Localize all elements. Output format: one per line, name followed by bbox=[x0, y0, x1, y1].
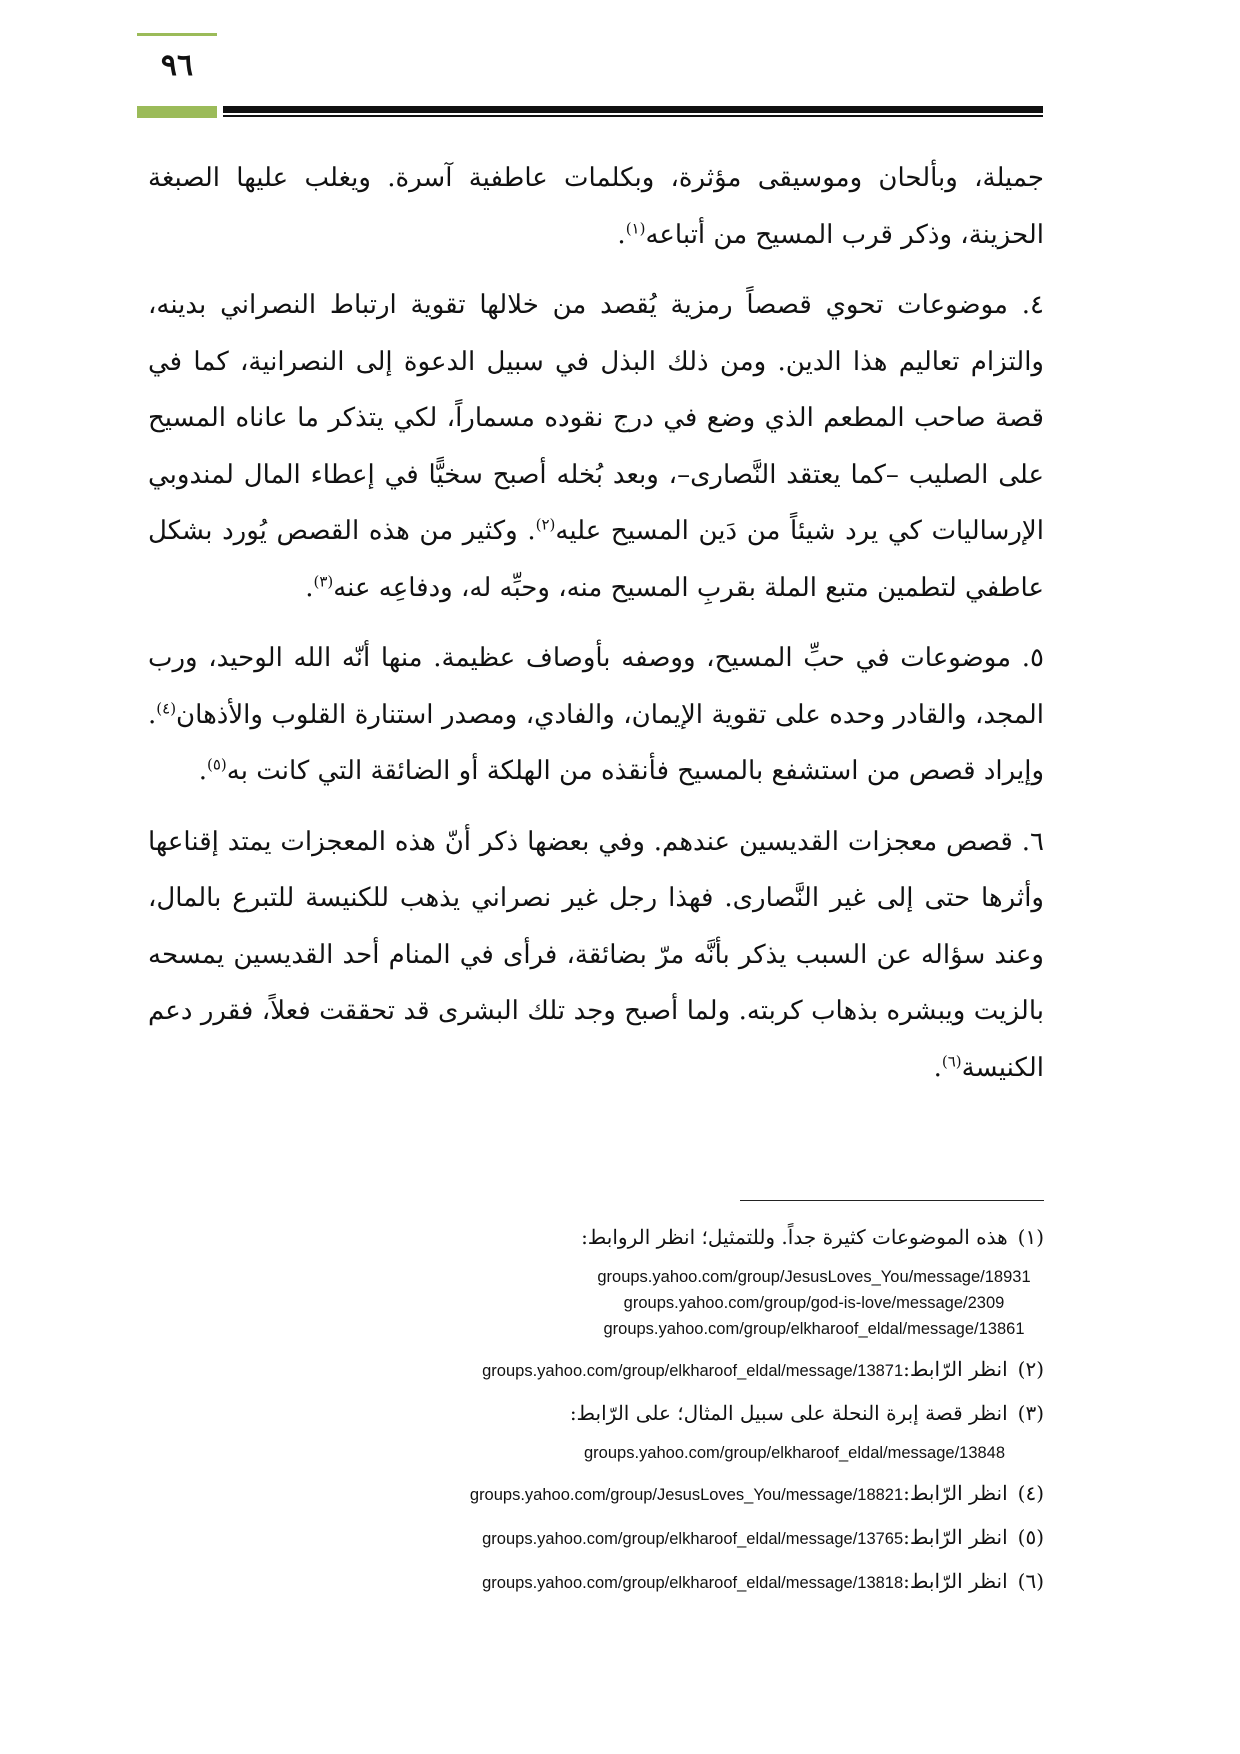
footnotes bbox=[148, 1220, 1044, 1608]
footnote-ref[interactable]: (٥) bbox=[206, 755, 227, 774]
footnote-link[interactable]: groups.yahoo.com/group/elkharoof_eldal/message/13818 bbox=[482, 1574, 904, 1592]
footnote-number: (٥) bbox=[1017, 1525, 1044, 1549]
footnote-ref[interactable]: (١) bbox=[625, 218, 646, 237]
footnote-text: انظر الرّابط: bbox=[903, 1569, 1008, 1593]
footnote-text: انظر الرّابط: bbox=[903, 1525, 1008, 1549]
footnote-text: هذه الموضوعات كثيرة جداً. وللتمثيل؛ انظر الروابط: bbox=[581, 1225, 1008, 1249]
footnote-5 bbox=[148, 1520, 1044, 1554]
footnote-link[interactable]: groups.yahoo.com/group/elkharoof_eldal/message/13765 bbox=[482, 1530, 904, 1548]
paragraph: جميلة، وبألحان وموسيقى مؤثرة، وبكلمات عاطفية آسرة. ويغلب عليها الصبغة الحزينة، وذكر قرب المسيح من أتباعه$^{(١)}$. bbox=[148, 163, 1044, 250]
footnote-number: (٦) bbox=[1017, 1569, 1044, 1593]
footnote-text: انظر الرّابط: bbox=[903, 1481, 1008, 1505]
footnote-link[interactable]: groups.yahoo.com/group/elkharoof_eldal/message/13848 bbox=[584, 1444, 1006, 1462]
footnote-link[interactable]: groups.yahoo.com/group/elkharoof_eldal/message/13871 bbox=[482, 1362, 904, 1380]
footnote-ref[interactable]: (٣) bbox=[313, 571, 334, 590]
footnote-number: (٣) bbox=[1017, 1401, 1044, 1425]
header-accent-block bbox=[137, 106, 217, 118]
paragraph: ٦. قصص معجزات القديسين عندهم. وفي بعضها ذكر أنّ هذه المعجزات يمتد إقناعها وأثرها حتى إلى غير النَّصارى. فهذا رجل غير نصراني يذهب للكنيسة للتبرع بالمال، وعند سؤاله عن السبب يذكر بأنَّه مرّ بضائقة، فرأى في المنام أحد القديسين يمسحه بالزيت ويبشره بذهاب كربته. ولما أصبح وجد تلك البشرى قد تحققت فعلاً، فقرر دعم الكنيسة$^{(٦)}$. bbox=[148, 826, 1044, 1083]
paragraph: ٤. موضوعات تحوي قصصاً رمزية يُقصد من خلالها تقوية ارتباط النصراني بدينه، والتزام تعاليم هذا الدين. ومن ذلك البذل في سبيل الدعوة إلى النصرانية، كما في قصة صاحب المطعم الذي وضع في درج نقوده مسماراً، لكي يتذكر ما عاناه المسيح على الصليب –كما يعتقد النَّصارى–، وبعد بُخله أصبح سخيًّا في إعطاء المال لمندوبي الإرساليات كي يرد شيئاً من دَين المسيح عليه$^{(٢)}$. وكثير من هذه القصص يُورد بشكل عاطفي لتطمين متبع الملة بقربِ المسيح منه، وحبِّه له، ودفاعِه عنه$^{(٣)}$. bbox=[148, 290, 1044, 603]
footnote-link[interactable]: groups.yahoo.com/group/JesusLoves_You/message/18931 bbox=[597, 1268, 1031, 1286]
footnote-ref[interactable]: (٢) bbox=[535, 515, 556, 534]
page-number: ٩٦ bbox=[160, 48, 194, 83]
footnote-2 bbox=[148, 1352, 1044, 1386]
header-rule-thin bbox=[223, 115, 1043, 117]
footnote-number: (٢) bbox=[1017, 1357, 1044, 1381]
footnote-text: انظر قصة إبرة النحلة على سبيل المثال؛ على الرّابط: bbox=[569, 1401, 1008, 1425]
footnote-1-links bbox=[584, 1264, 1044, 1342]
header-rule bbox=[223, 106, 1043, 113]
footnote-link[interactable]: groups.yahoo.com/group/god-is-love/message/2309 bbox=[623, 1294, 1005, 1312]
footnote-text: انظر الرّابط: bbox=[903, 1357, 1008, 1381]
body-text bbox=[148, 150, 1044, 1110]
footnote-ref[interactable]: (٤) bbox=[156, 698, 177, 717]
footnote-4 bbox=[148, 1476, 1044, 1510]
footnote-3 bbox=[148, 1396, 1044, 1430]
footnote-number: (١) bbox=[1017, 1225, 1044, 1249]
footnote-ref[interactable]: (٦) bbox=[941, 1051, 962, 1070]
footnote-link[interactable]: groups.yahoo.com/group/JesusLoves_You/message/18821 bbox=[469, 1486, 904, 1504]
footnote-number: (٤) bbox=[1017, 1481, 1044, 1505]
paragraph: ٥. موضوعات في حبِّ المسيح، ووصفه بأوصاف عظيمة. منها أنّه الله الوحيد، ورب المجد، والقادر وحده على تقوية الإيمان، والفادي، ومصدر استنارة القلوب والأذهان$^{(٤)}$. وإيراد قصص من استشفع بالمسيح فأنقذه من الهلكة أو الضائقة التي كانت به$^{(٥)}$. bbox=[148, 643, 1044, 786]
footnote-separator bbox=[740, 1200, 1044, 1201]
header-accent-line bbox=[137, 33, 217, 36]
footnote-6 bbox=[148, 1564, 1044, 1598]
footnote-1 bbox=[148, 1220, 1044, 1254]
footnote-3-links bbox=[584, 1440, 1044, 1466]
footnote-link[interactable]: groups.yahoo.com/group/elkharoof_eldal/message/13861 bbox=[603, 1320, 1025, 1338]
